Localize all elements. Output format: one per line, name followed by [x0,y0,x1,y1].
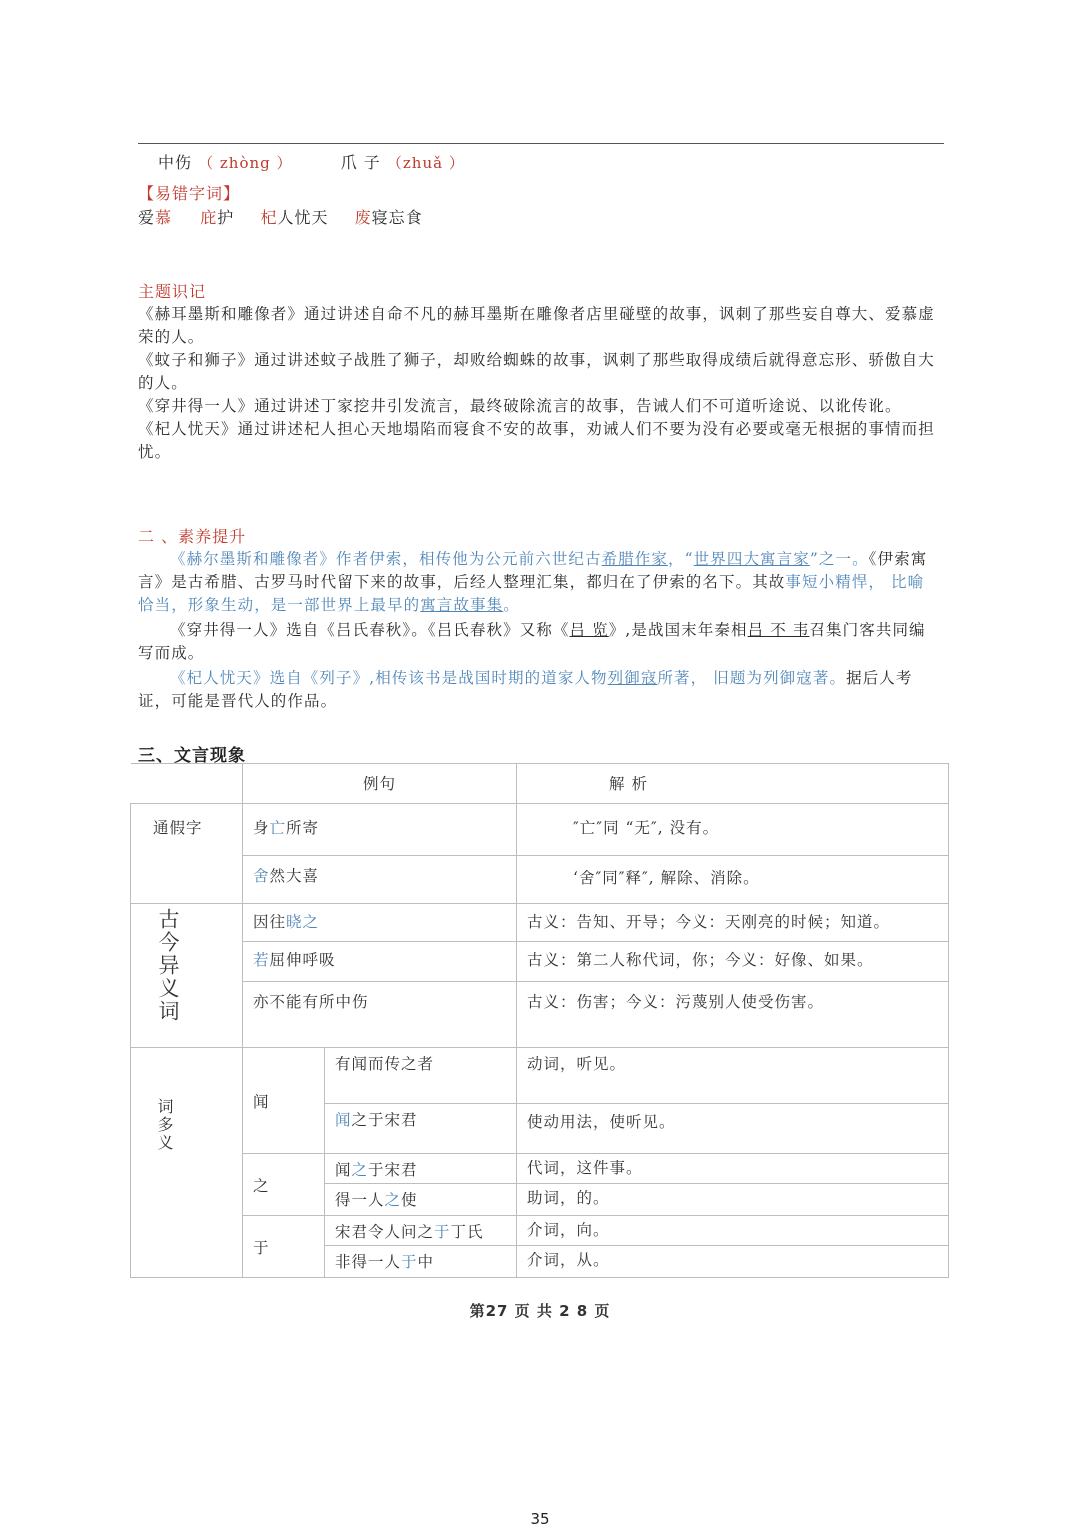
theme-paragraph: 《蚊子和狮子》通过讲述蚊子战胜了狮子，却败给蜘蛛的故事，讽刺了那些取得成绩后就得意忘形、骄傲自大的人。 [138,351,935,392]
header-example: 例句 [243,764,517,804]
error-words-heading: 【易错字词】 [138,184,241,203]
table-row [131,904,949,942]
vocab-line [158,150,465,173]
error-word-2: 庇护 [200,208,235,227]
example-cell: 若屈伸呼吸 [243,942,517,982]
vocab-word-1: 中伤 [158,153,193,172]
example-cell: 得一人之使 [325,1184,517,1216]
literacy-paragraph-2: 《穿井得一人》选自《吕氏春秋》。《吕氏春秋》又称《吕 览》,是战国末年秦相吕 不 韦召集门客共同编写而成。 [138,621,926,662]
example-cell: 舍然大喜 [243,856,517,904]
theme-paragraph: 《赫耳墨斯和雕像者》通过讲述自命不凡的赫耳墨斯在雕像者店里碰壁的故事，讽刺了那些妄自尊大、爱慕虚荣的人。 [138,305,935,346]
example-cell: 宋君令人问之于丁氏 [325,1216,517,1246]
classical-table [130,763,949,1278]
word-cell-wen: 闻 [243,1048,325,1154]
theme-heading: 主题识记 [138,282,207,301]
analysis-cell: 介词，从。 [517,1246,949,1278]
table-row [131,804,949,856]
example-cell: 亦不能有所中伤 [243,982,517,1048]
error-words-line [138,205,423,228]
word-cell-yu: 于 [243,1216,325,1278]
table-row [131,982,949,1048]
example-cell: 有闻而传之者 [325,1048,517,1104]
error-word-4: 废寝忘食 [354,208,423,227]
example-cell: 闻之于宋君 [325,1104,517,1154]
vocab-word-2: 爪 子 [340,153,381,172]
theme-block [138,303,940,464]
header-analysis: 解 析 [517,764,949,804]
analysis-cell: ″亡″同 “无″, 没有。 [517,804,949,856]
word-cell-zhi: 之 [243,1154,325,1216]
analysis-cell: ‘舍″同″释″, 解除、消除。 [517,856,949,904]
table-header-row [131,764,949,804]
example-cell: 因往晓之 [243,904,517,942]
vocab-pinyin-2: （zhuǎ ） [386,154,465,172]
example-cell: 非得一人于中 [325,1246,517,1278]
category-tongjia: 通假字 [131,804,243,904]
theme-paragraph: 《杞人忧天》通过讲述杞人担心天地塌陷而寝食不安的故事，劝诫人们不要为没有必要或毫无根据的事情而担忧。 [138,420,935,461]
analysis-cell: 古义：第二人称代词，你；今义：好像、如果。 [517,942,949,982]
literacy-block [138,548,940,713]
error-word-1: 爱慕 [138,208,173,227]
table-row [131,942,949,982]
table-row [131,856,949,904]
literacy-paragraph-3: 《杞人忧天》选自《列子》,相传该书是战国时期的道家人物列御寇所著， 旧题为列御寇著。据后人考证，可能是晋代人的作品。 [138,669,913,710]
page-footer: 第27 页 共 2 8 页 [469,1302,611,1320]
analysis-cell: 动词，听见。 [517,1048,949,1104]
top-rule [138,143,944,144]
page-number: 35 [530,1510,550,1528]
analysis-cell: 古义：伤害；今义：污蔑别人使受伤害。 [517,982,949,1048]
vocab-pinyin-1: （ zhòng ） [198,154,293,172]
analysis-cell: 代词，这件事。 [517,1154,949,1184]
category-duoyi: 词多义 [131,1048,243,1278]
table-row [131,1216,949,1246]
header-empty-cell [131,764,243,804]
analysis-cell: 使动用法，使听见。 [517,1104,949,1154]
table-row [131,1154,949,1184]
theme-paragraph: 《穿井得一人》通过讲述丁家挖井引发流言，最终破除流言的故事，告诫人们不可道听途说、以讹传讹。 [138,397,902,415]
literacy-heading: 二 、素养提升 [138,527,247,546]
analysis-cell: 介词，向。 [517,1216,949,1246]
classical-heading: 三、文言现象 [138,746,246,766]
analysis-cell: 助词，的。 [517,1184,949,1216]
example-cell: 身亡所寄 [243,804,517,856]
example-cell: 闻之于宋君 [325,1154,517,1184]
table-row [131,1048,949,1104]
analysis-cell: 古义：告知、开导；今义：天刚亮的时候；知道。 [517,904,949,942]
literacy-paragraph-1: 《赫尔墨斯和雕像者》作者伊索，相传他为公元前六世纪古希腊作家，“世界四大寓言家”之一。《伊索寓言》是古希腊、古罗马时代留下来的故事，后经人整理汇集，都归在了伊索的名下。其故事短小精悍， 比喻恰当，形象生动，是一部世界上最早的寓言故事集。 [138,550,928,614]
error-word-3: 杞人忧天 [260,208,329,227]
category-gujin: 古今异义词 [131,904,243,1048]
